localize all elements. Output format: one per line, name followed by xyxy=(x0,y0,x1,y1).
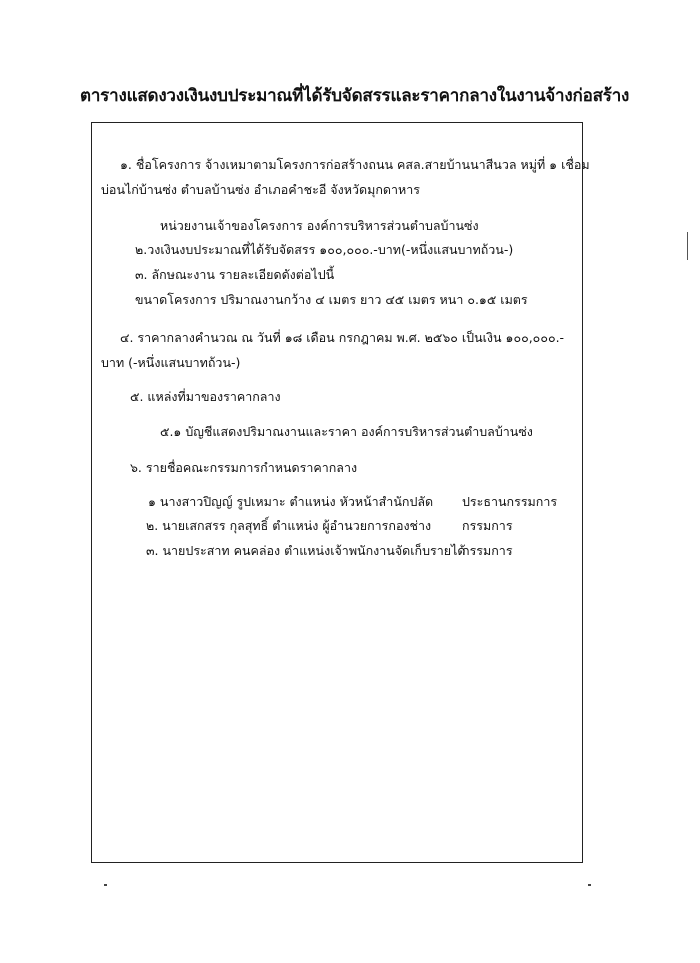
item1-project-name-line1: ๑. ชื่อโครงการ จ้างเหมาตามโครงการก่อสร้างถนน คสล.สายบ้านนาสีนวล หมู่ที่ ๑ เชื่อม xyxy=(120,157,590,172)
committee-member-name: ๑ นางสาวปิญญ์ รูปเหมาะ ตำแหน่ง หัวหน้าสำนักปลัด xyxy=(148,494,434,509)
committee-member-name: ๓. นายประสาท คนคล่อง ตำแหน่งเจ้าพนักงานจัดเก็บรายได้ xyxy=(146,543,466,558)
project-agency: หน่วยงานเจ้าของโครงการ องค์การบริหารส่วนตำบลบ้านซ่ง xyxy=(160,218,479,233)
item5-1-quantity-list: ๕.๑ บัญชีแสดงปริมาณงานและราคา องค์การบริหารส่วนตำบลบ้านซ่ง xyxy=(160,424,533,439)
scan-dot xyxy=(588,884,591,886)
committee-member-role: ประธานกรรมการ xyxy=(462,494,558,509)
item3-project-size: ขนาดโครงการ ปริมาณงานกว้าง ๔ เมตร ยาว ๔๕ เมตร หนา ๐.๑๕ เมตร xyxy=(135,292,528,307)
page-title: ตารางแสดงวงเงินงบประมาณที่ได้รับจัดสรรและราคากลางในงานจ้างก่อสร้าง xyxy=(80,86,630,106)
item1-project-name-line2: บ่อนไก่บ้านซ่ง ตำบลบ้านซ่ง อำเภอคำชะอี จังหวัดมุกดาหาร xyxy=(101,182,421,197)
item6-committee-heading: ๖. รายชื่อคณะกรรมการกำหนดราคากลาง xyxy=(130,460,358,475)
item2-budget: ๒.วงเงินงบประมาณที่ได้รับจัดสรร ๑๐๐,๐๐๐.-บาท(-หนึ่งแสนบาทถ้วน-) xyxy=(135,242,514,257)
item4-median-price-line2: บาท (-หนึ่งแสนบาทถ้วน-) xyxy=(101,355,241,370)
committee-member-name: ๒. นายเสกสรร กุลสุทธิ์ ตำแหน่ง ผู้อำนวยการกองช่าง xyxy=(146,518,432,533)
item3-work-type: ๓. ลักษณะงาน รายละเอียดดังต่อไปนี้ xyxy=(135,267,335,282)
committee-member-role: กรรมการ xyxy=(462,543,513,558)
item5-price-source: ๕. แหล่งที่มาของราคากลาง xyxy=(130,389,281,404)
item4-median-price-line1: ๔. ราคากลางคำนวณ ณ วันที่ ๑๘ เดือน กรกฎาคม พ.ศ. ๒๕๖๐ เป็นเงิน ๑๐๐,๐๐๐.- xyxy=(120,330,565,345)
committee-member-role: กรรมการ xyxy=(462,518,513,533)
scan-edge-mark xyxy=(687,232,688,260)
scan-dot xyxy=(104,884,107,886)
